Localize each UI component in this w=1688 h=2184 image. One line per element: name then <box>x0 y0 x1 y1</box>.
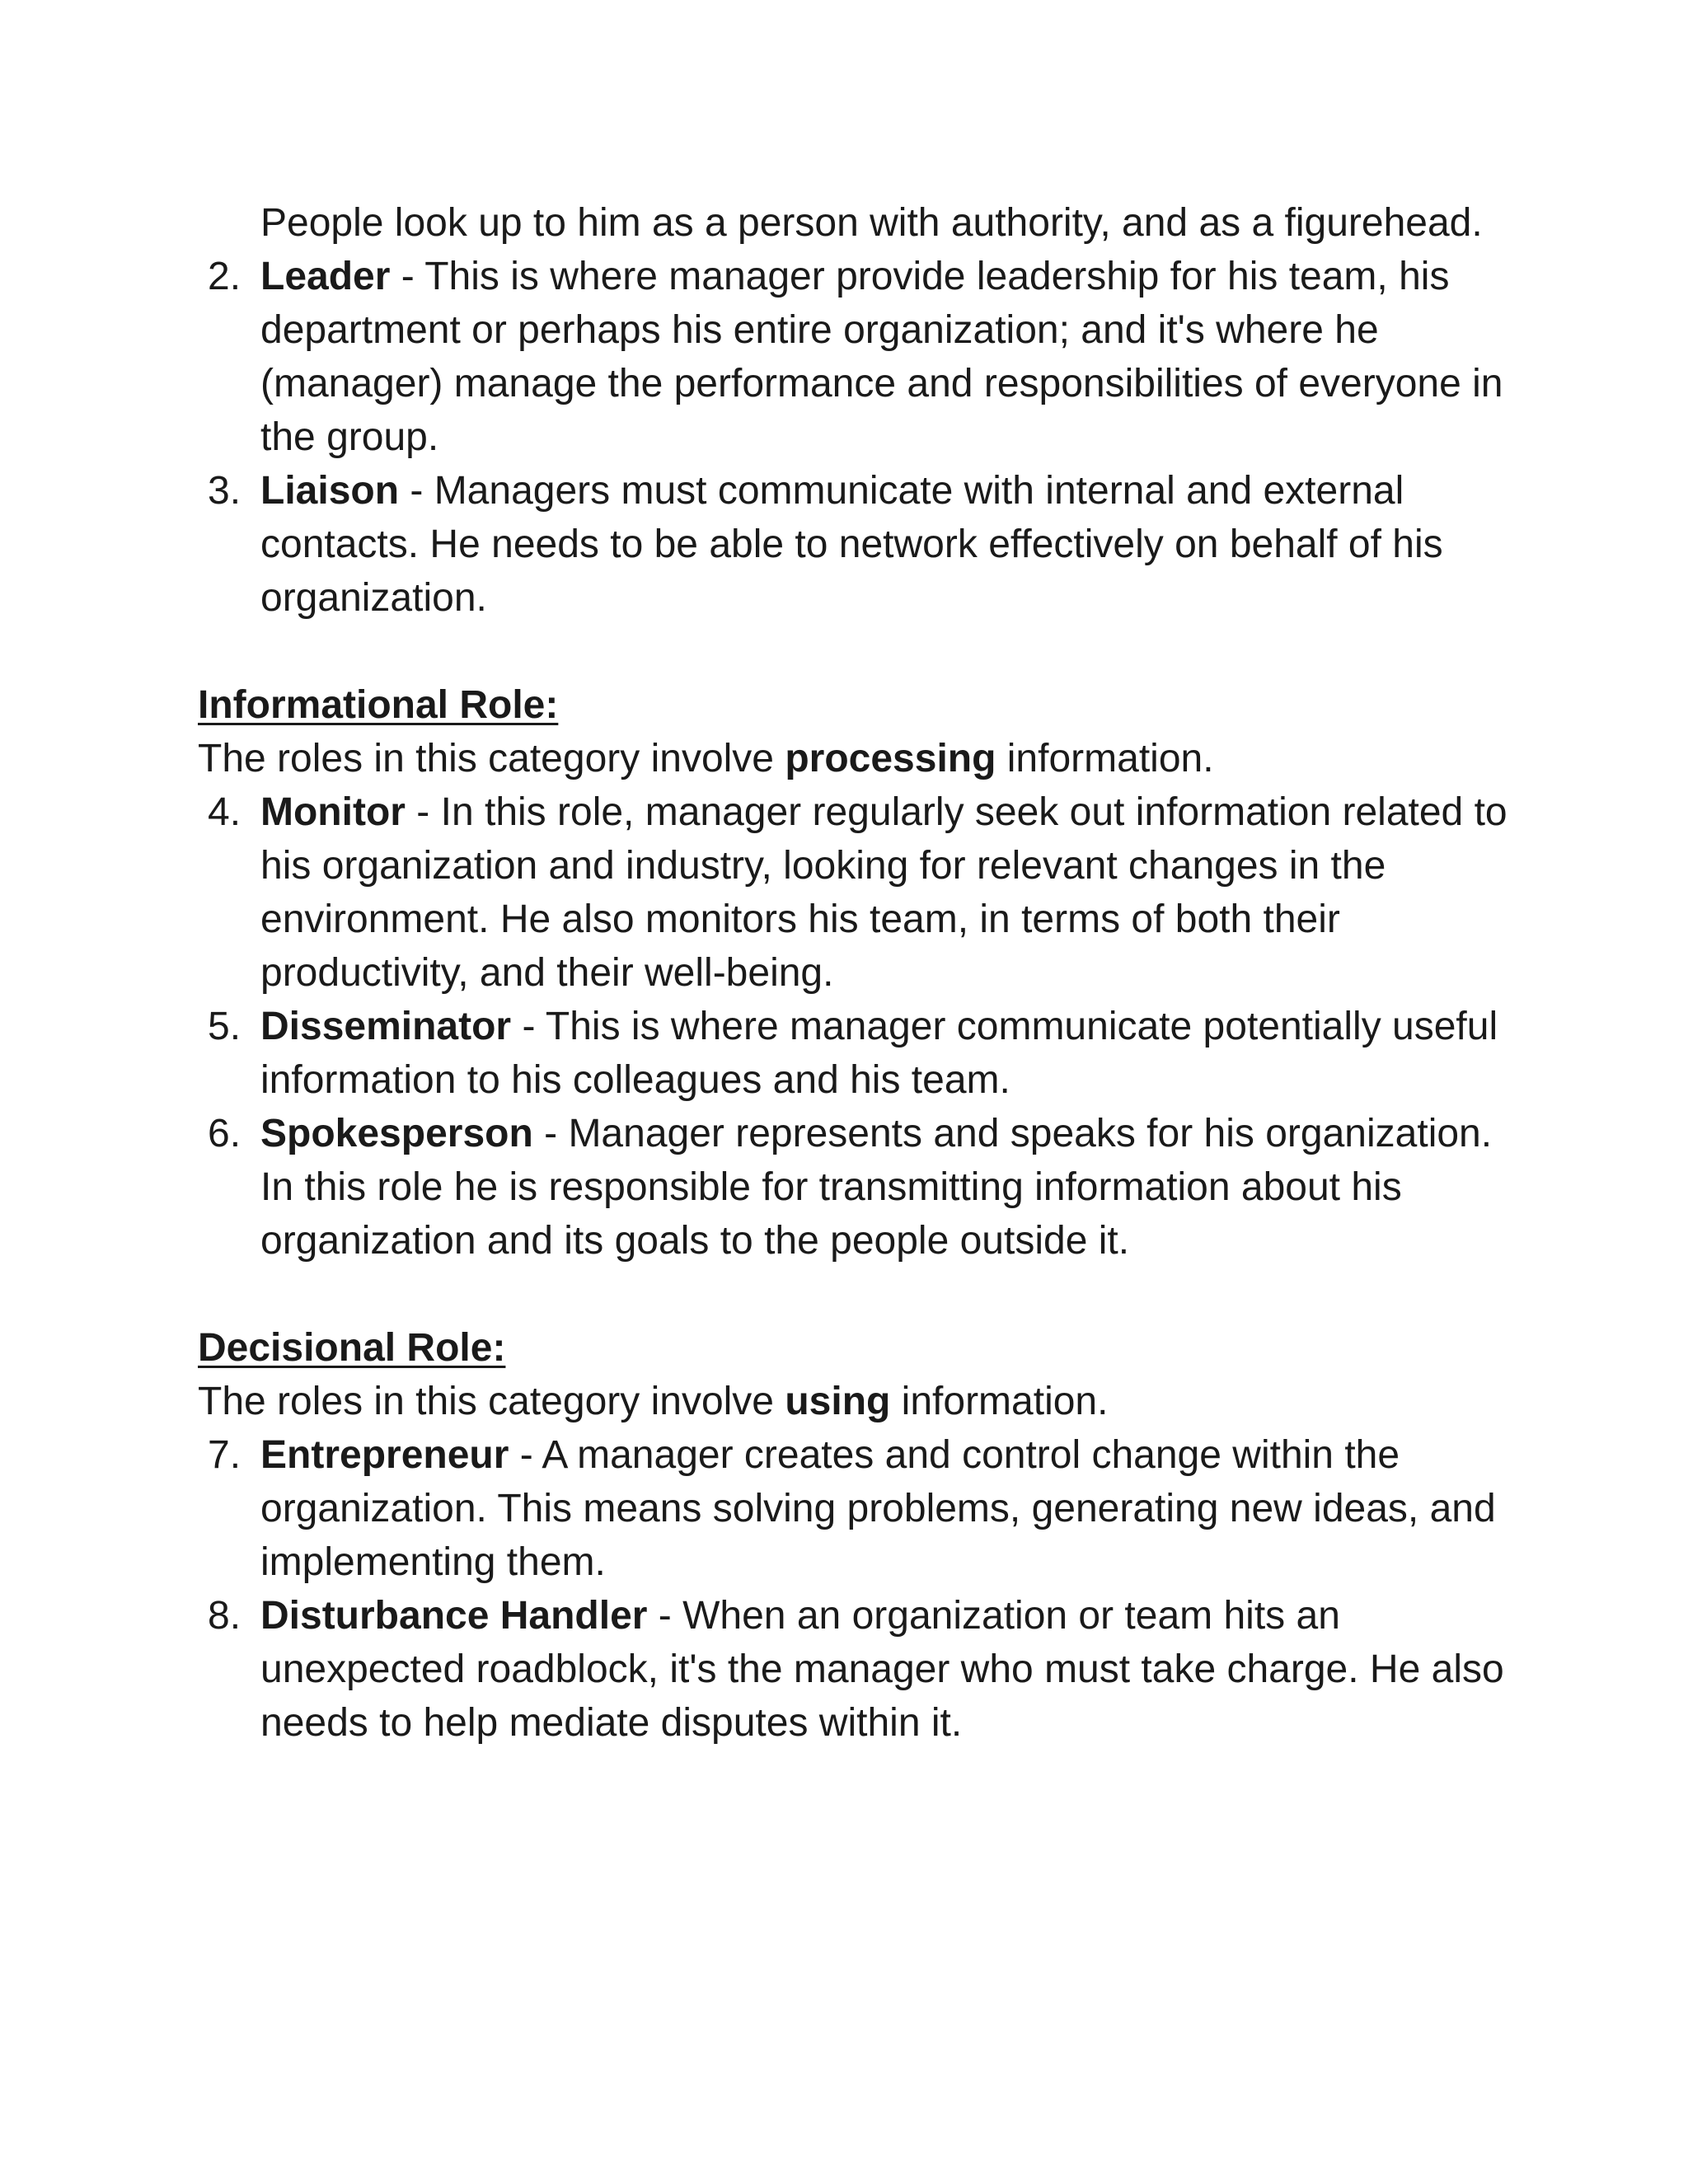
role-description: - Managers must communicate with internal and external contacts. He needs to be able to network effectively on behalf of his organization. <box>260 469 1443 620</box>
intro-text-end: information. <box>996 737 1214 780</box>
role-description: - Manager represents and speaks for his organization. In this role he is responsible for transmitting information about his organization and its goals to the people outside it. <box>260 1112 1493 1263</box>
role-description: - A manager creates and control change within the organization. This means solving problems, generating new ideas, and implementing them. <box>260 1433 1496 1584</box>
role-description: - This is where manager provide leadership for his team, his department or perhaps his entire organization; and it's where he (manager) manage the performance and responsibilities of everyone in the group. <box>260 255 1503 459</box>
continuation-text: People look up to him as a person with authority, and as a figurehead. <box>260 201 1483 245</box>
list-number: 3. <box>208 469 241 513</box>
section-intro-informational <box>198 732 1517 785</box>
section-heading-decisional: Decisional Role: <box>198 1326 506 1370</box>
section-spacer <box>198 625 1517 678</box>
list-item-monitor <box>198 785 1517 1000</box>
list-item-liaison <box>198 464 1517 625</box>
list-item-continuation <box>198 196 1517 250</box>
role-description: - This is where manager communicate potentially useful information to his colleagues and his team. <box>260 1005 1498 1102</box>
role-term: Disturbance Handler <box>260 1594 648 1638</box>
intro-emphasis: using <box>785 1380 891 1423</box>
role-term: Liaison <box>260 469 400 513</box>
list-item-spokesperson <box>198 1107 1517 1268</box>
document-body <box>198 196 1517 1750</box>
intro-text: The roles in this category involve <box>198 737 785 780</box>
intro-emphasis: processing <box>785 737 996 780</box>
intro-text-end: information. <box>890 1380 1109 1423</box>
list-item-disturbance-handler <box>198 1589 1517 1750</box>
role-description: - In this role, manager regularly seek out information related to his organization and industry, looking for relevant changes in the environment. He also monitors his team, in terms of both their productivity, and their well-being. <box>260 790 1507 995</box>
list-number: 6. <box>208 1112 241 1155</box>
list-number: 2. <box>208 255 241 298</box>
section-heading-informational: Informational Role: <box>198 683 559 727</box>
role-term: Disseminator <box>260 1005 512 1048</box>
intro-text: The roles in this category involve <box>198 1380 785 1423</box>
section-spacer <box>198 1268 1517 1321</box>
list-item-disseminator <box>198 1000 1517 1107</box>
list-number: 7. <box>208 1433 241 1477</box>
role-term: Entrepreneur <box>260 1433 509 1477</box>
list-item-leader <box>198 250 1517 464</box>
list-number: 8. <box>208 1594 241 1638</box>
role-term: Monitor <box>260 790 406 834</box>
role-description: - When an organization or team hits an unexpected roadblock, it's the manager who must take charge. He also needs to help mediate disputes within it. <box>260 1594 1504 1745</box>
section-intro-decisional <box>198 1375 1517 1428</box>
list-number: 4. <box>208 790 241 834</box>
role-term: Leader <box>260 255 391 298</box>
list-item-entrepreneur <box>198 1428 1517 1589</box>
role-term: Spokesperson <box>260 1112 533 1155</box>
list-number: 5. <box>208 1005 241 1048</box>
